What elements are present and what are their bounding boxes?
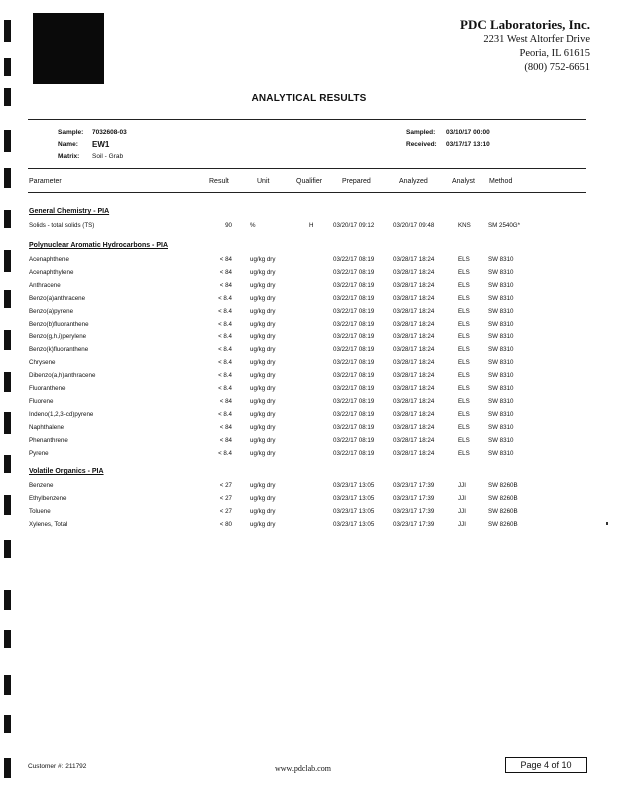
redacted-logo-block [33, 13, 104, 84]
cell-prepared: 03/22/17 08:19 [333, 294, 375, 302]
header-analyzed: Analyzed [399, 178, 428, 185]
cell-analyzed: 03/28/17 18:24 [393, 436, 435, 444]
table-row [0, 359, 618, 371]
cell-analyst: ELS [458, 397, 470, 405]
cell-method: SW 8260B [488, 508, 518, 515]
cell-parameter: Benzo(b)fluoranthene [29, 320, 89, 328]
cell-analyzed: 03/23/17 17:39 [393, 508, 435, 515]
cell-analyst: ELS [458, 359, 470, 367]
cell-method: SW 8310 [488, 385, 514, 392]
cell-result: < 27 [219, 482, 232, 489]
cell-result: < 8.4 [218, 333, 232, 341]
scan-mark [4, 630, 11, 648]
cell-method: SW 8310 [488, 397, 514, 405]
cell-prepared: 03/22/17 08:19 [333, 359, 375, 367]
table-row [0, 346, 618, 358]
cell-parameter: Dibenzo(a,h)anthracene [29, 372, 96, 380]
cell-result: < 8.4 [218, 372, 232, 380]
table-row [0, 521, 618, 533]
cell-unit: ug/kg dry [250, 397, 276, 405]
table-row [0, 398, 618, 410]
cell-unit: ug/kg dry [250, 268, 276, 276]
cell-unit: ug/kg dry [250, 482, 276, 489]
cell-unit: ug/kg dry [250, 449, 276, 457]
cell-prepared: 03/23/17 13:05 [333, 508, 375, 515]
header-qualifier: Qualifier [296, 178, 323, 185]
cell-analyst: ELS [458, 346, 470, 354]
table-row [0, 295, 618, 307]
cell-prepared: 03/22/17 08:19 [333, 346, 375, 354]
cell-parameter: Benzene [29, 482, 54, 489]
received-value: 03/17/17 13:10 [446, 141, 490, 148]
cell-analyst: ELS [458, 268, 470, 276]
cell-unit: ug/kg dry [250, 385, 276, 392]
cell-prepared: 03/22/17 08:19 [333, 281, 375, 289]
cell-result: < 84 [219, 256, 232, 263]
section-general-chemistry: General Chemistry - PIA [29, 208, 110, 215]
lab-phone: (800) 752-6651 [524, 62, 590, 73]
cell-parameter: Fluorene [29, 397, 54, 405]
sample-label: Sample: [58, 129, 84, 136]
cell-analyst: ELS [458, 333, 470, 341]
cell-unit: ug/kg dry [250, 281, 276, 289]
cell-unit: ug/kg dry [250, 436, 276, 444]
cell-unit: ug/kg dry [250, 508, 276, 515]
cell-analyst: ELS [458, 281, 470, 289]
name-label: Name: [58, 141, 78, 148]
scan-mark [4, 130, 11, 152]
scan-mark [4, 675, 11, 695]
cell-qualifier: H [309, 222, 314, 229]
cell-analyzed: 03/28/17 18:24 [393, 372, 435, 380]
header-result: Result [209, 178, 229, 185]
cell-result: < 8.4 [218, 449, 232, 457]
cell-unit: ug/kg dry [250, 410, 276, 418]
cell-analyzed: 03/28/17 18:24 [393, 359, 435, 367]
header-analyst: Analyst [452, 178, 475, 185]
table-row [0, 424, 618, 436]
table-row [0, 450, 618, 462]
cell-prepared: 03/22/17 08:19 [333, 397, 375, 405]
cell-analyst: KNS [458, 222, 471, 229]
page-indicator: Page 4 of 10 [505, 757, 587, 773]
cell-method: SW 8310 [488, 423, 514, 431]
cell-unit: ug/kg dry [250, 372, 276, 380]
cell-method: SW 8310 [488, 449, 514, 457]
cell-prepared: 03/23/17 13:05 [333, 521, 375, 528]
cell-method: SW 8310 [488, 372, 514, 380]
cell-analyst: ELS [458, 436, 470, 444]
cell-analyst: JJI [458, 508, 466, 515]
customer-number: Customer #: 211792 [28, 763, 87, 770]
scan-mark [4, 758, 11, 778]
cell-parameter: Toluene [29, 508, 51, 515]
lab-name: PDC Laboratories, Inc. [460, 17, 590, 32]
cell-unit: ug/kg dry [250, 333, 276, 341]
cell-prepared: 03/22/17 08:19 [333, 436, 375, 444]
header-unit: Unit [257, 178, 270, 185]
cell-analyzed: 03/23/17 17:39 [393, 482, 435, 489]
cell-analyst: JJI [458, 495, 466, 502]
cell-method: SW 8310 [488, 294, 514, 302]
cell-parameter: Chrysene [29, 359, 56, 367]
cell-result: < 84 [219, 281, 232, 289]
cell-analyzed: 03/28/17 18:24 [393, 333, 435, 341]
cell-analyzed: 03/28/17 18:24 [393, 449, 435, 457]
scan-mark [4, 58, 11, 76]
cell-parameter: Benzo(a)pyrene [29, 307, 74, 315]
cell-prepared: 03/23/17 13:05 [333, 495, 375, 502]
cell-result: 90 [225, 222, 232, 229]
cell-prepared: 03/22/17 08:19 [333, 320, 375, 328]
header-prepared: Prepared [342, 178, 371, 185]
cell-analyst: ELS [458, 449, 470, 457]
cell-unit: ug/kg dry [250, 359, 276, 367]
cell-analyzed: 03/28/17 18:24 [393, 346, 435, 354]
cell-parameter: Anthracene [29, 281, 61, 289]
cell-parameter: Pyrene [29, 449, 49, 457]
cell-prepared: 03/20/17 09:12 [333, 222, 375, 229]
cell-analyst: ELS [458, 423, 470, 431]
cell-analyst: JJI [458, 482, 466, 489]
cell-prepared: 03/22/17 08:19 [333, 372, 375, 380]
scan-speck [606, 522, 608, 525]
cell-analyzed: 03/28/17 18:24 [393, 423, 435, 431]
cell-method: SW 8310 [488, 359, 514, 367]
cell-prepared: 03/22/17 08:19 [333, 449, 375, 457]
sample-value: 7032608-03 [92, 129, 127, 136]
lab-address: 2231 West Altorfer Drive [483, 34, 590, 45]
table-row [0, 333, 618, 345]
cell-method: SW 8310 [488, 281, 514, 289]
cell-analyst: ELS [458, 410, 470, 418]
scan-mark [4, 168, 11, 188]
cell-analyst: ELS [458, 385, 470, 392]
cell-parameter: Naphthalene [29, 423, 65, 431]
table-row [0, 321, 618, 333]
divider [28, 168, 586, 169]
section-pah: Polynuclear Aromatic Hydrocarbons - PIA [29, 242, 168, 249]
cell-result: < 8.4 [218, 385, 232, 392]
cell-analyst: ELS [458, 372, 470, 380]
cell-result: < 27 [219, 508, 232, 515]
header-parameter: Parameter [29, 178, 62, 185]
cell-parameter: Acenaphthylene [29, 268, 74, 276]
website: www.pdclab.com [275, 764, 331, 773]
cell-unit: ug/kg dry [250, 294, 276, 302]
cell-analyzed: 03/28/17 18:24 [393, 281, 435, 289]
cell-analyst: ELS [458, 307, 470, 315]
cell-result: < 84 [219, 423, 232, 431]
cell-analyzed: 03/28/17 18:24 [393, 294, 435, 302]
table-row [0, 269, 618, 281]
cell-unit: % [250, 222, 256, 229]
cell-analyzed: 03/28/17 18:24 [393, 410, 435, 418]
cell-analyzed: 03/28/17 18:24 [393, 397, 435, 405]
cell-method: SW 8310 [488, 307, 514, 315]
cell-unit: ug/kg dry [250, 320, 276, 328]
table-row [0, 508, 618, 520]
cell-unit: ug/kg dry [250, 495, 276, 502]
cell-unit: ug/kg dry [250, 423, 276, 431]
sampled-label: Sampled: [406, 129, 436, 136]
cell-prepared: 03/22/17 08:19 [333, 423, 375, 431]
cell-parameter: Acenaphthene [29, 256, 69, 263]
cell-parameter: Phenanthrene [29, 436, 68, 444]
cell-analyzed: 03/28/17 18:24 [393, 385, 435, 392]
cell-analyzed: 03/20/17 09:48 [393, 222, 435, 229]
cell-prepared: 03/23/17 13:05 [333, 482, 375, 489]
table-row [0, 411, 618, 423]
cell-unit: ug/kg dry [250, 346, 276, 354]
lab-city: Peoria, IL 61615 [519, 48, 590, 59]
cell-unit: ug/kg dry [250, 521, 276, 528]
cell-parameter: Indeno(1,2,3-cd)pyrene [29, 410, 94, 418]
cell-parameter: Fluoranthene [29, 385, 66, 392]
scan-mark [4, 590, 11, 610]
scan-mark [4, 715, 11, 733]
cell-analyzed: 03/23/17 17:39 [393, 495, 435, 502]
cell-analyst: ELS [458, 320, 470, 328]
table-row [0, 437, 618, 449]
cell-method: SW 8260B [488, 495, 518, 502]
cell-result: < 8.4 [218, 346, 232, 354]
table-row [0, 222, 618, 234]
cell-unit: ug/kg dry [250, 307, 276, 315]
cell-result: < 84 [219, 436, 232, 444]
cell-analyzed: 03/28/17 18:24 [393, 268, 435, 276]
cell-prepared: 03/22/17 08:19 [333, 256, 375, 263]
cell-analyzed: 03/23/17 17:39 [393, 521, 435, 528]
table-row [0, 385, 618, 397]
cell-method: SW 8310 [488, 436, 514, 444]
cell-method: SW 8260B [488, 521, 518, 528]
cell-prepared: 03/22/17 08:19 [333, 410, 375, 418]
cell-method: SW 8310 [488, 268, 514, 276]
cell-prepared: 03/22/17 08:19 [333, 333, 375, 341]
cell-method: SW 8310 [488, 346, 514, 354]
table-row [0, 482, 618, 494]
cell-result: < 8.4 [218, 320, 232, 328]
cell-analyst: ELS [458, 294, 470, 302]
cell-analyst: JJI [458, 521, 466, 528]
cell-method: SW 8310 [488, 333, 514, 341]
matrix-value: Soil - Grab [92, 153, 124, 160]
cell-parameter: Solids - total solids (TS) [29, 222, 95, 229]
cell-unit: ug/kg dry [250, 256, 276, 263]
cell-parameter: Benzo(a)anthracene [29, 294, 86, 302]
cell-prepared: 03/22/17 08:19 [333, 307, 375, 315]
cell-parameter: Benzo(g,h,i)perylene [29, 333, 87, 341]
sampled-value: 03/10/17 00:00 [446, 129, 490, 136]
cell-method: SW 8310 [488, 320, 514, 328]
cell-analyst: ELS [458, 256, 470, 263]
cell-method: SW 8260B [488, 482, 518, 489]
divider [28, 119, 586, 120]
cell-result: < 8.4 [218, 294, 232, 302]
cell-result: < 84 [219, 397, 232, 405]
cell-prepared: 03/22/17 08:19 [333, 385, 375, 392]
cell-method: SM 2540G* [488, 222, 520, 229]
cell-analyzed: 03/28/17 18:24 [393, 256, 435, 263]
cell-result: < 27 [219, 495, 232, 502]
table-row [0, 372, 618, 384]
cell-analyzed: 03/28/17 18:24 [393, 320, 435, 328]
cell-method: SW 8310 [488, 410, 514, 418]
scan-mark [4, 540, 11, 558]
cell-result: < 8.4 [218, 410, 232, 418]
cell-parameter: Ethylbenzene [29, 495, 67, 502]
matrix-label: Matrix: [58, 153, 80, 160]
table-row [0, 495, 618, 507]
table-row [0, 282, 618, 294]
scan-mark [4, 20, 11, 42]
table-row [0, 308, 618, 320]
cell-result: < 84 [219, 268, 232, 276]
table-row [0, 256, 618, 268]
cell-result: < 8.4 [218, 359, 232, 367]
cell-parameter: Benzo(k)fluoranthene [29, 346, 89, 354]
cell-result: < 80 [219, 521, 232, 528]
cell-parameter: Xylenes, Total [29, 521, 68, 528]
name-value: EW1 [92, 140, 110, 149]
received-label: Received: [406, 141, 437, 148]
divider [28, 192, 586, 193]
header-method: Method [489, 178, 513, 185]
page-title: ANALYTICAL RESULTS [251, 93, 367, 104]
cell-analyzed: 03/28/17 18:24 [393, 307, 435, 315]
cell-method: SW 8310 [488, 256, 514, 263]
cell-result: < 8.4 [218, 307, 232, 315]
cell-prepared: 03/22/17 08:19 [333, 268, 375, 276]
section-volatile-organics: Volatile Organics - PIA [29, 468, 104, 475]
